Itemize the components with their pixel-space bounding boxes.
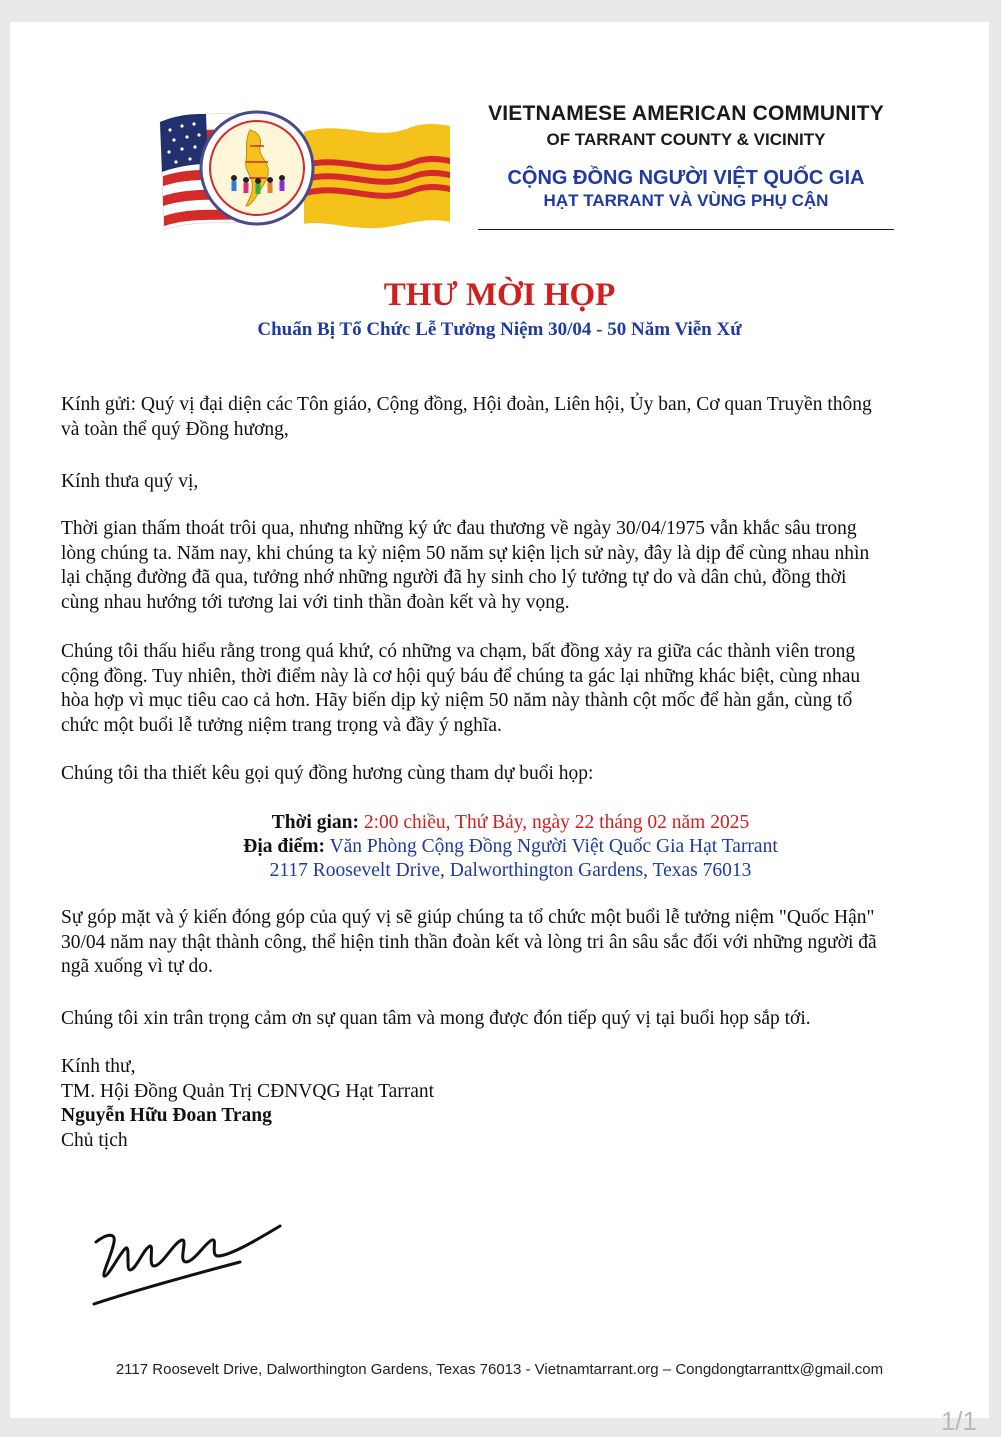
paragraph-unity — [61, 640, 961, 738]
page-indicator: 1/1 — [940, 1406, 977, 1436]
meeting-time — [10, 811, 1001, 836]
paragraph-line: Sự góp mặt và ý kiến đóng góp của quý vị sẽ giúp chúng ta tổ chức một buổi lễ tưởng niệm "Quốc Hận" — [61, 907, 875, 928]
greeting: Kính thưa quý vị, — [61, 471, 199, 492]
paragraph-line: hòa hợp vì mục tiêu cao cả hơn. Hãy biến dịp kỷ niệm 50 năm này thành cột mốc để hàn gắn, cùng tổ — [61, 690, 853, 711]
org-name-english: VIETNAMESE AMERICAN COMMUNITY — [488, 102, 884, 125]
paragraph-line: chức một buổi lễ tưởng niệm trang trọng và đầy ý nghĩa. — [61, 714, 502, 736]
meeting-place-label: Địa điểm: — [243, 836, 326, 857]
paragraph-contribution — [61, 906, 961, 980]
signer-position: Chủ tịch — [61, 1129, 128, 1151]
paragraph-invitation: Chúng tôi tha thiết kêu gọi quý đồng hương cùng tham dự buổi họp: — [61, 763, 594, 784]
paragraph-thanks: Chúng tôi xin trân trọng cảm ơn sự quan tâm và mong được đón tiếp quý vị tại buổi họp sắp tới. — [61, 1008, 811, 1029]
meeting-place — [10, 835, 1001, 860]
paragraph-line: ngã xuống vì tự do. — [61, 956, 213, 977]
paragraph-remembrance — [61, 517, 961, 615]
letter-subtitle: Chuẩn Bị Tổ Chức Lễ Tưởng Niệm 30/04 - 50 Năm Viễn Xứ — [257, 319, 742, 340]
closing-block — [61, 1055, 961, 1153]
letter-title: THƯ MỜI HỌP — [383, 277, 616, 313]
salutation — [61, 393, 961, 442]
footer-contact: 2117 Roosevelt Drive, Dalworthington Gardens, Texas 76013 - Vietnamtarrant.org – Congdongtarranttx@gmail.com — [115, 1361, 884, 1378]
community-logo — [154, 102, 454, 238]
meeting-place-value: Văn Phòng Cộng Đồng Người Việt Quốc Gia Hạt Tarrant — [329, 836, 778, 857]
closing-board: TM. Hội Đồng Quản Trị CĐNVQG Hạt Tarrant — [61, 1080, 435, 1102]
meeting-address: 2117 Roosevelt Drive, Dalworthington Gardens, Texas 76013 — [269, 860, 752, 881]
paragraph-line: Thời gian thấm thoát trôi qua, nhưng những ký ức đau thương về ngày 30/04/1975 vẫn khắc sâu trong — [61, 518, 857, 539]
paragraph-line: lòng chúng ta. Năm nay, khi chúng ta kỷ niệm 50 năm sự kiện lịch sử này, đây là dịp để cùng nhau nhìn — [61, 542, 870, 564]
meeting-time-label: Thời gian: — [271, 812, 359, 833]
paragraph-line: lại chặng đường đã qua, tưởng nhớ những người đã hy sinh cho lý tưởng tự do và dân chủ, đồng thời — [61, 567, 847, 588]
header-divider — [478, 229, 894, 230]
paragraph-line: 30/04 năm nay thật thành công, thể hiện tinh thần đoàn kết và lòng tri ân sâu sắc đối với những người đã — [61, 931, 877, 953]
salutation-line: Kính gửi: Quý vị đại diện các Tôn giáo, Cộng đồng, Hội đoàn, Liên hội, Ủy ban, Cơ quan Truyền thông — [61, 394, 872, 415]
handwritten-signature — [90, 1212, 290, 1312]
paragraph-line: Chúng tôi thấu hiểu rằng trong quá khứ, có những va chạm, bất đồng xảy ra giữa các thành viên trong — [61, 641, 856, 662]
org-name-vietnamese: CỘNG ĐỒNG NGƯỜI VIỆT QUỐC GIA — [507, 167, 865, 189]
document-page — [10, 22, 989, 1436]
org-region-vietnamese: HẠT TARRANT VÀ VÙNG PHỤ CẬN — [543, 191, 829, 210]
org-region-english: OF TARRANT COUNTY & VICINITY — [546, 130, 826, 149]
meeting-time-value: 2:00 chiều, Thứ Bảy, ngày 22 tháng 02 năm 2025 — [363, 812, 750, 833]
salutation-line: và toàn thể quý Đồng hương, — [61, 418, 289, 440]
paragraph-line: cộng đồng. Tuy nhiên, thời điểm này là cơ hội quý báu để chúng ta gác lại những khác biệt, cùng nhau — [61, 665, 861, 687]
closing-phrase: Kính thư, — [61, 1056, 136, 1077]
paragraph-line: cùng nhau hướng tới tương lai với tinh thần đoàn kết và hy vọng. — [61, 591, 570, 613]
signer-name: Nguyễn Hữu Đoan Trang — [61, 1105, 272, 1126]
